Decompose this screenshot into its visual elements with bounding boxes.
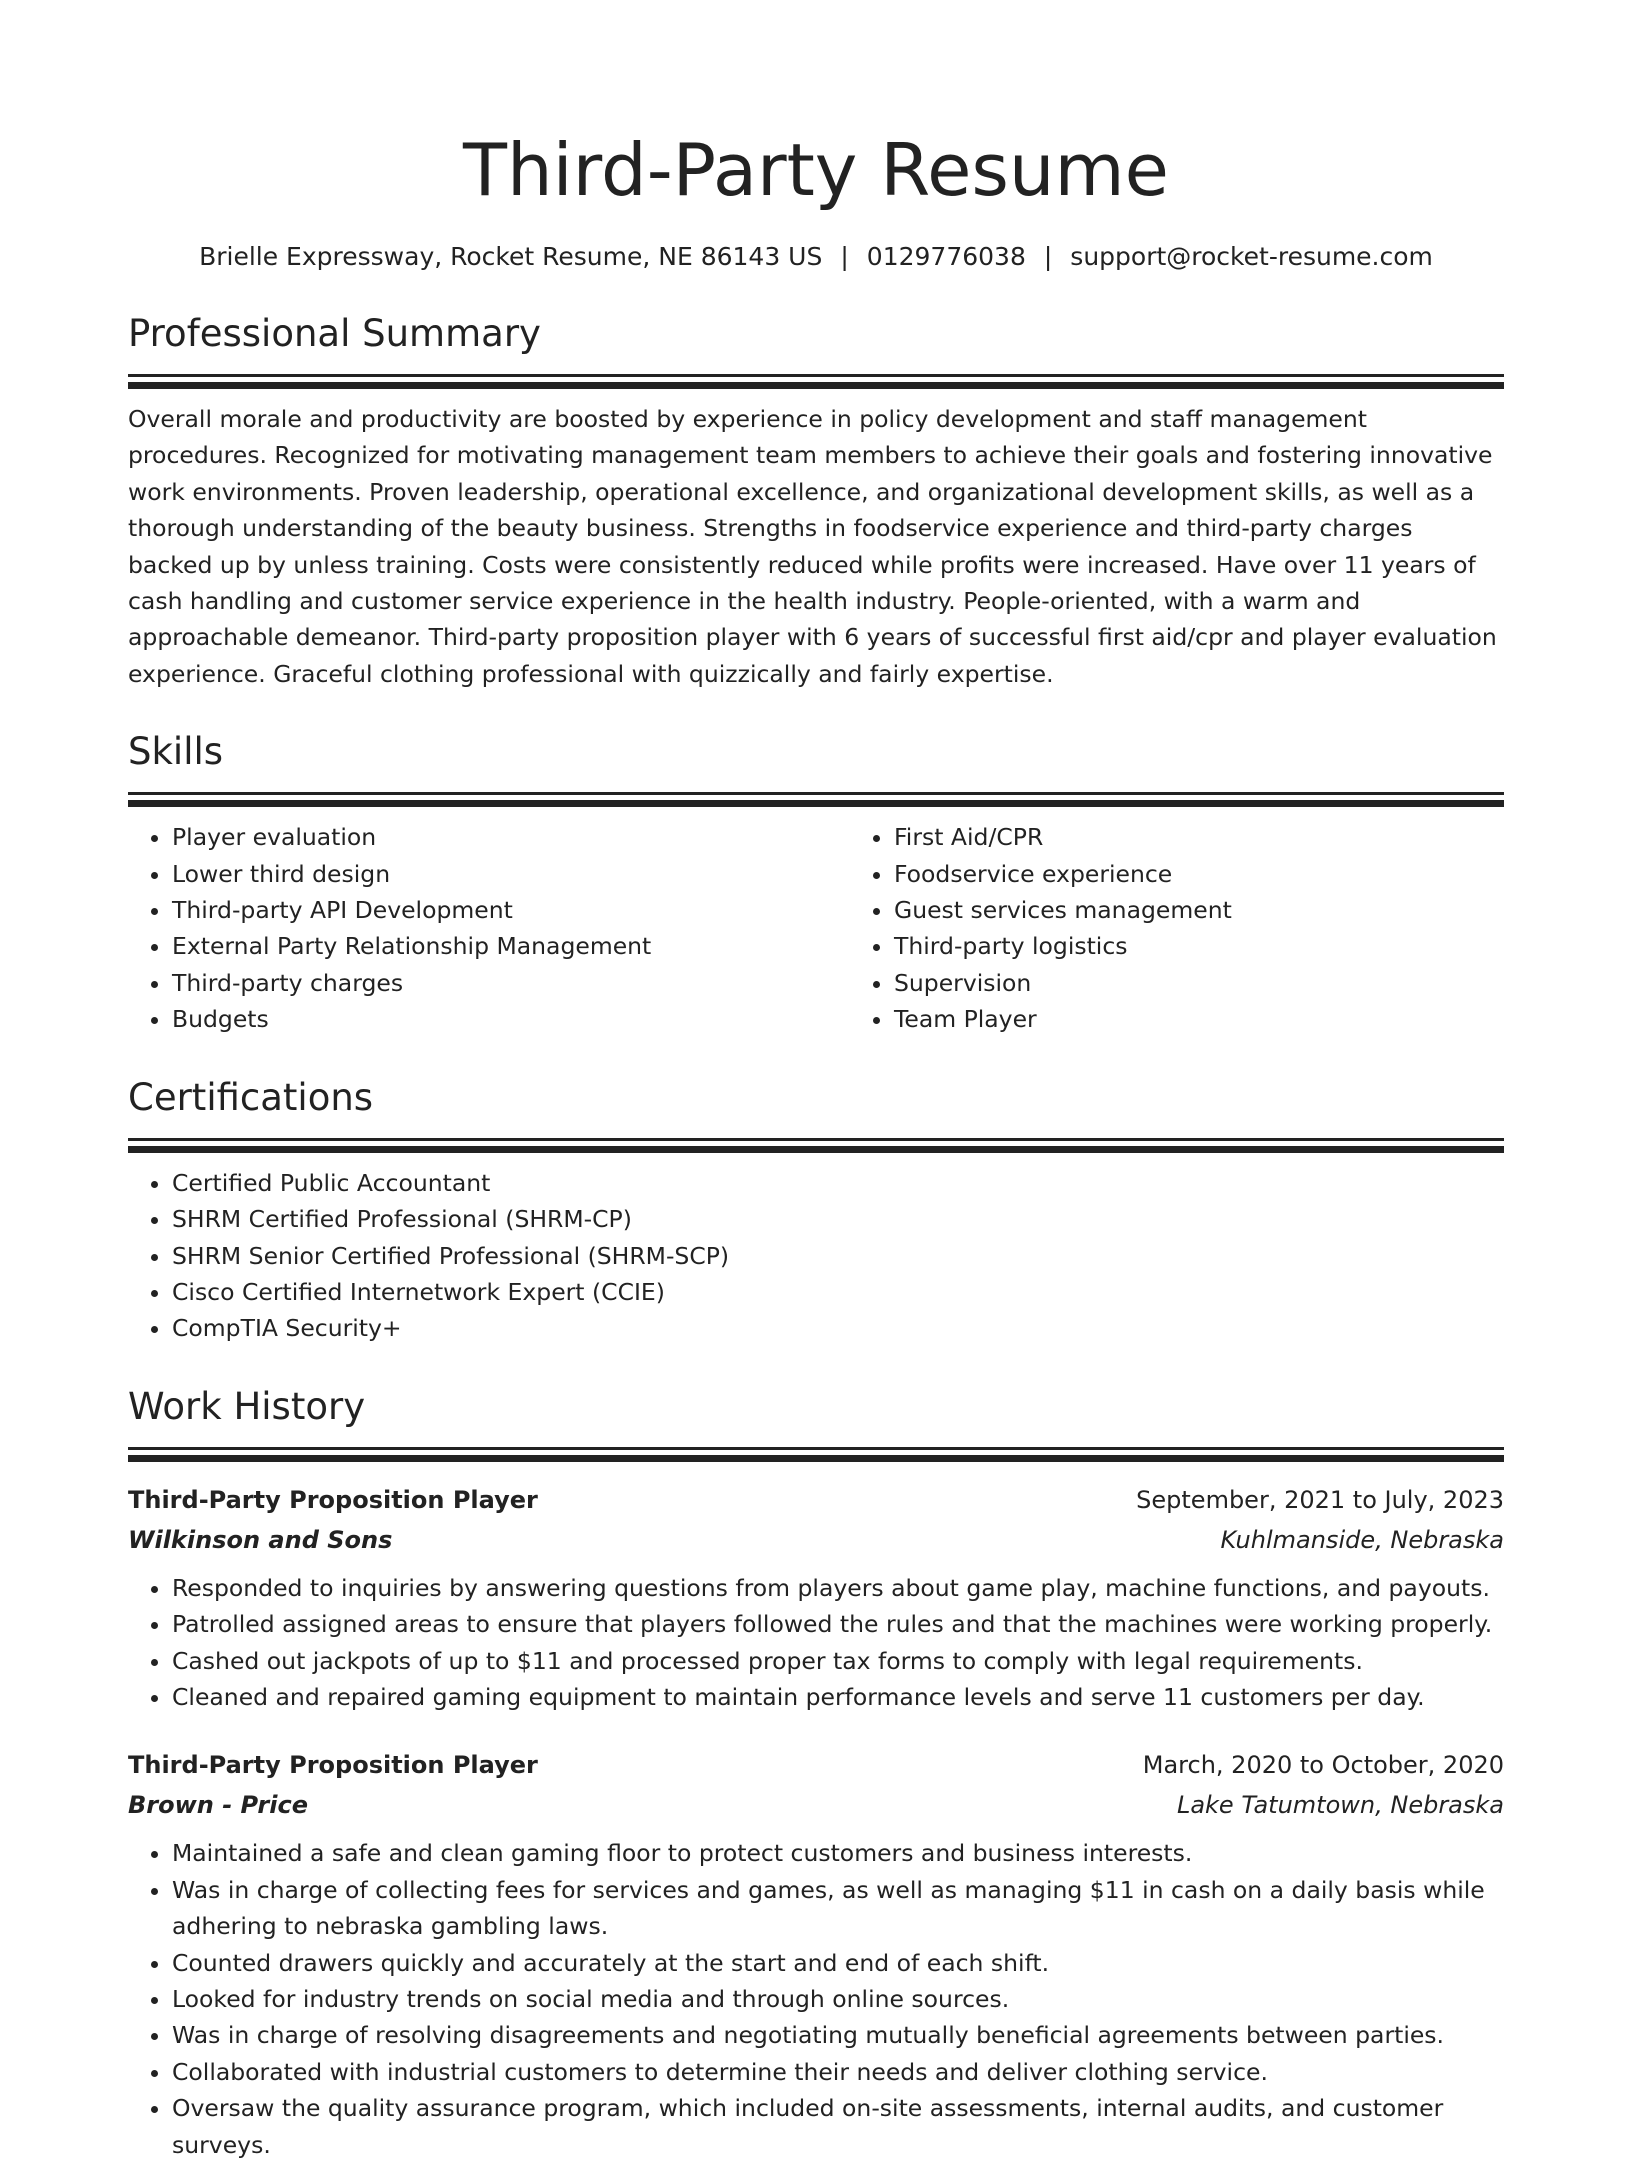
section-divider-thick [128,1455,1504,1462]
job-dates: September, 2021 to July, 2023 [1136,1485,1504,1514]
job-bullet: • Patrolled assigned areas to ensure that players followed the rules and that the machines were working properly. [172,1606,1504,1642]
job-employer: Brown - Price [128,1791,308,1820]
skill-item: • First Aid/CPR [894,819,1232,855]
work-history-heading: Work History [128,1384,366,1428]
contact-email: support@rocket-resume.com [1070,242,1433,271]
section-divider [128,1138,1504,1141]
summary-text: Overall morale and productivity are boosted by experience in policy development and staff management procedures. Recognized for motivating management team members to achieve their goals and fostering innovative work environments. Proven leadership, operational excellence, and organizational development skills, as well as a thorough understanding of the beauty business. Strengths in foodservice experience and third-party charges backed up by unless training. Costs were consistently reduced while profits were increased. Have over 11 years of cash handling and customer service experience in the health industry. People-oriented, with a warm and approachable demeanor. Third-party proposition player with 6 years of successful first aid/cpr and player evaluation experience. Graceful clothing professional with quizzically and fairly expertise. [128,405,1497,688]
contact-address: Brielle Expressway, Rocket Resume, NE 86143 US [199,242,823,271]
contact-line [128,240,1504,274]
skill-item: • Lower third design [172,856,850,892]
section-divider-thick [128,382,1504,389]
section-divider-thick [128,1146,1504,1153]
section-divider [128,792,1504,795]
job-entry [128,1480,1504,1716]
certifications-list [128,1165,1504,1347]
certification-item: • CompTIA Security+ [172,1310,1504,1346]
contact-separator: | [1043,242,1053,271]
summary-heading: Professional Summary [128,312,541,355]
job-dates: March, 2020 to October, 2020 [1142,1751,1504,1780]
section-divider [128,374,1504,377]
job-bullet: • Cleaned and repaired gaming equipment to maintain performance levels and serve 11 customers per day. [172,1679,1504,1715]
certification-item: • Cisco Certified Internetwork Expert (CCIE) [172,1274,1504,1310]
summary-section [128,310,1504,692]
job-entry [128,1745,1504,2163]
skills-list-right [850,819,1232,1037]
section-divider [128,1447,1504,1450]
certification-item: • SHRM Certified Professional (SHRM-CP) [172,1201,1504,1237]
job-title: Third-Party Proposition Player [128,1751,538,1780]
skill-item: • Player evaluation [172,819,850,855]
job-subheader [128,1785,1504,1825]
skill-item: • Team Player [894,1001,1232,1037]
section-divider-thick [128,800,1504,807]
certification-item: • SHRM Senior Certified Professional (SHRM-SCP) [172,1238,1504,1274]
job-header [128,1480,1504,1520]
skills-list-left [128,819,850,1037]
job-bullet: • Was in charge of collecting fees for services and games, as well as managing $11 in cash on a daily basis while adhering to nebraska gambling laws. [172,1872,1504,1945]
job-bullet: • Maintained a safe and clean gaming floor to protect customers and business interests. [172,1835,1504,1871]
job-location: Kuhlmanside, Nebraska [1220,1525,1504,1554]
skills-section [128,728,1504,1037]
job-bullet: • Counted drawers quickly and accurately at the start and end of each shift. [172,1945,1504,1981]
resume-title: Third-Party Resume [463,128,1169,212]
certifications-section [128,1074,1504,1347]
certifications-heading: Certifications [128,1075,374,1119]
job-bullet: • Collaborated with industrial customers to determine their needs and deliver clothing service. [172,2054,1504,2090]
skill-item: • Guest services management [894,892,1232,928]
skill-item: • Third-party logistics [894,928,1232,964]
job-bullet: • Looked for industry trends on social media and through online sources. [172,1981,1504,2017]
contact-separator: | [840,242,849,271]
skill-item: • Budgets [172,1001,850,1037]
skill-item: • Third-party charges [172,965,850,1001]
skill-item: • External Party Relationship Management [172,928,850,964]
job-bullet: • Cashed out jackpots of up to $11 and processed proper tax forms to comply with legal requirements. [172,1643,1504,1679]
contact-phone: 0129776038 [866,242,1026,271]
job-title: Third-Party Proposition Player [128,1485,538,1514]
certification-item: • Certified Public Accountant [172,1165,1504,1201]
job-header [128,1745,1504,1785]
skills-grid [128,807,1504,1037]
work-history-section [128,1383,1504,2163]
job-employer: Wilkinson and Sons [128,1525,393,1554]
job-subheader [128,1520,1504,1560]
job-bullets [128,1835,1504,2163]
job-location: Lake Tatumtown, Nebraska [1176,1791,1504,1820]
job-bullet: • Was in charge of resolving disagreements and negotiating mutually beneficial agreements between parties. [172,2017,1504,2053]
skills-heading: Skills [128,730,224,774]
job-bullets [128,1570,1504,1716]
job-bullet: • Responded to inquiries by answering questions from players about game play, machine functions, and payouts. [172,1570,1504,1606]
job-bullet: • Oversaw the quality assurance program, which included on-site assessments, internal audits, and customer surveys. [172,2090,1504,2163]
skill-item: • Foodservice experience [894,856,1232,892]
skill-item: • Third-party API Development [172,892,850,928]
skill-item: • Supervision [894,965,1232,1001]
